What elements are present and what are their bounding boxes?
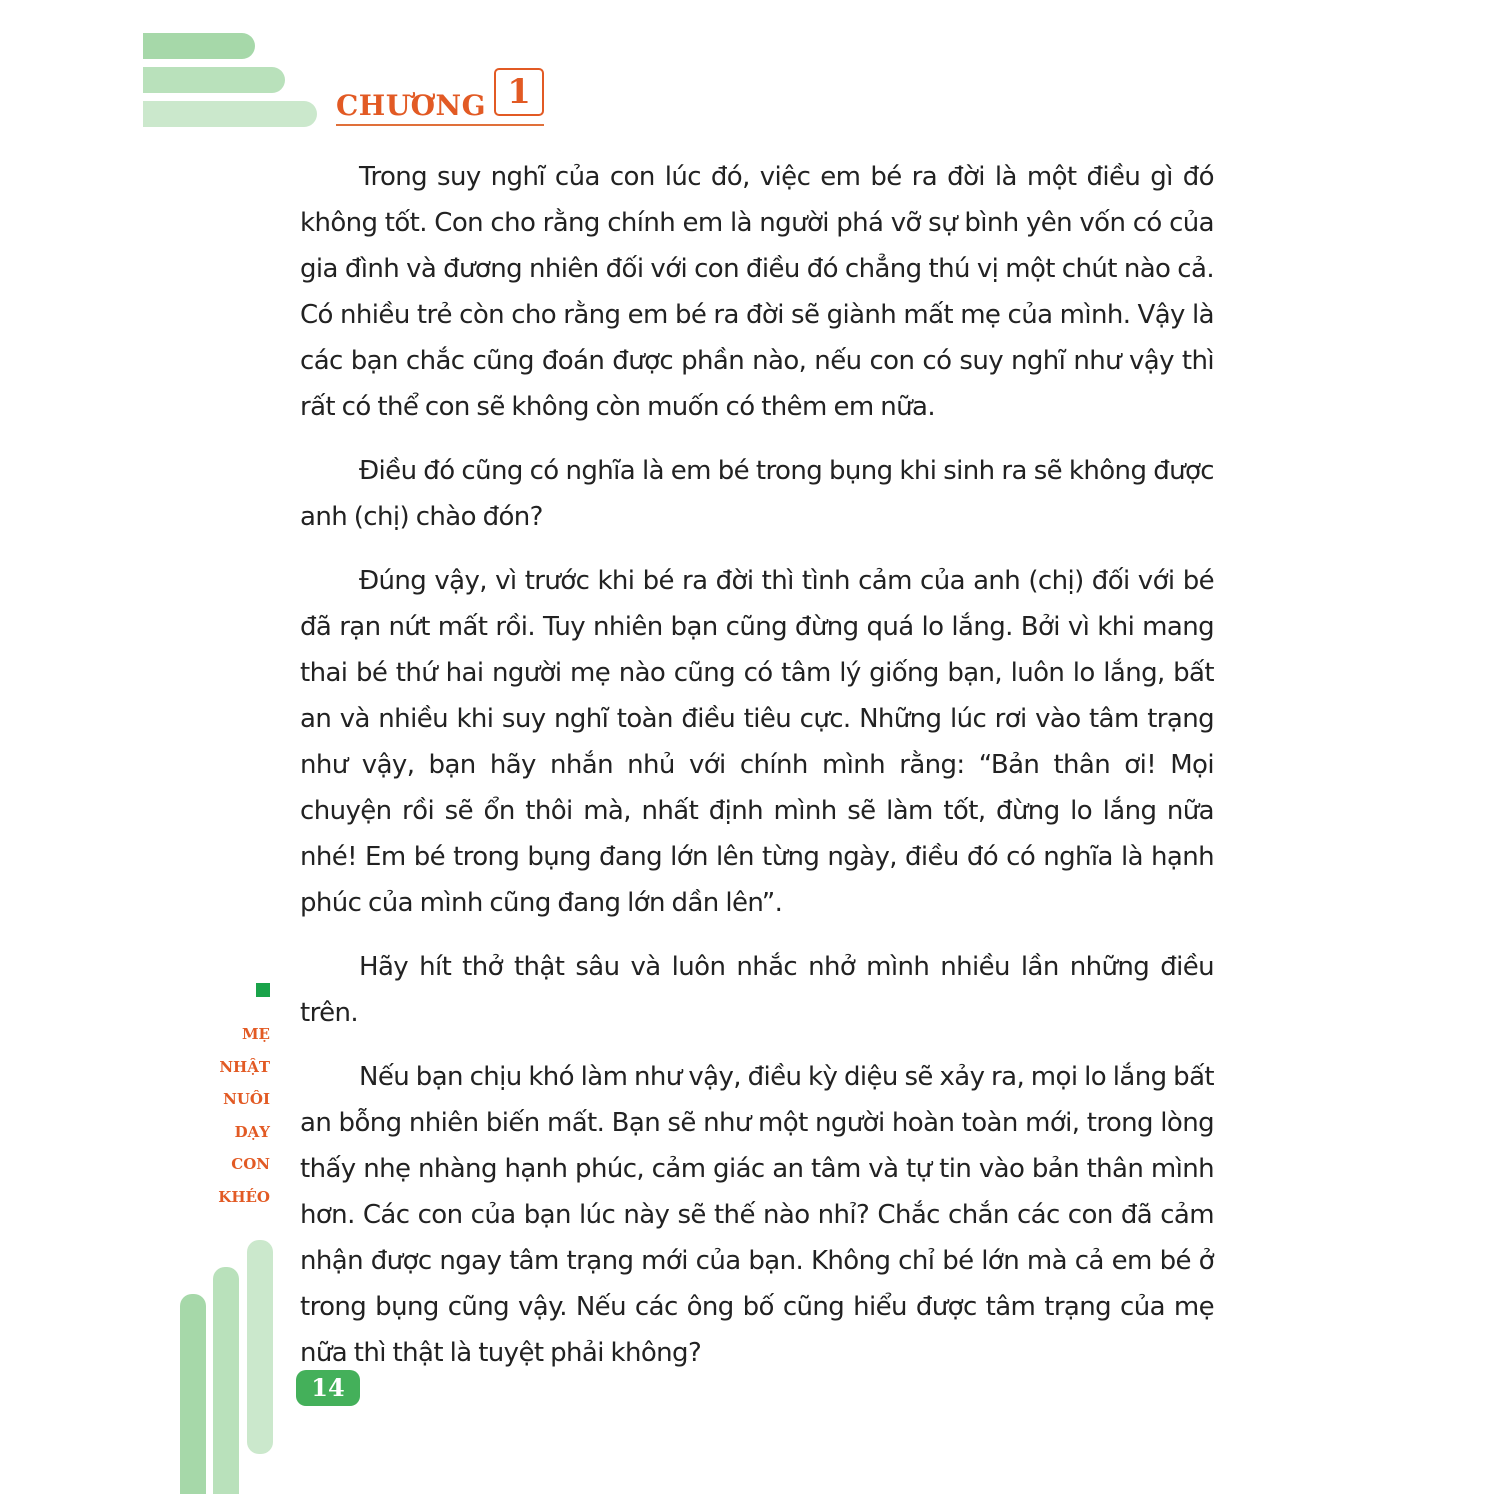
paragraph: Đúng vậy, vì trước khi bé ra đời thì tình cảm của anh (chị) đối với bé đã rạn nứt mất rồi. Tuy nhiên bạn cũng đừng quá lo lắng. Bởi vì khi mang thai bé thứ hai người mẹ nào cũng có tâm lý giống bạn, luôn lo lắng, bất an và nhiều khi suy nghĩ toàn điều tiêu cực. Những lúc rơi vào tâm trạng như vậy, bạn hãy nhắn nhủ với chính mình rằng: “Bản thân ơi! Mọi chuyện rồi sẽ ổn thôi mà, nhất định mình sẽ làm tốt, đừng lo lắng nữa nhé! Em bé trong bụng đang lớn lên từng ngày, điều đó có nghĩa là hạnh phúc của mình cũng đang lớn dần lên”. (300, 566, 1214, 918)
decor-bar-top-1 (143, 33, 255, 59)
paragraph: Điều đó cũng có nghĩa là em bé trong bụng khi sinh ra sẽ không được anh (chị) chào đón? (300, 456, 1214, 532)
page-number: 14 (296, 1370, 360, 1406)
book-title-word: DẠY (234, 1122, 270, 1141)
book-title-word: NUÔI (223, 1090, 270, 1109)
book-title-word: MẸ (241, 1025, 270, 1043)
paragraph: Nếu bạn chịu khó làm như vậy, điều kỳ diệu sẽ xảy ra, mọi lo lắng bất an bỗng nhiên biến mất. Bạn sẽ như một người hoàn toàn mới, trong lòng thấy nhẹ nhàng hạnh phúc, cảm giác an tâm và tự tin vào bản thân mình hơn. Các con của bạn lúc này sẽ thế nào nhỉ? Chắc chắn các con đã cảm nhận được ngay tâm trạng mới của bạn. Không chỉ bé lớn mà cả em bé ở trong bụng cũng vậy. Nếu các ông bố cũng hiểu được tâm trạng của mẹ nữa thì thật là tuyệt phải không? (300, 1062, 1214, 1368)
book-title-vertical (200, 1020, 270, 1216)
chapter-word: CHƯƠNG (336, 89, 487, 122)
side-marker-square (256, 983, 270, 997)
book-title-word: KHÉO (218, 1187, 270, 1206)
decor-bar-top-3 (143, 101, 317, 127)
book-title-word: CON (231, 1155, 270, 1174)
book-title-word: NHẬT (219, 1057, 270, 1076)
body-text (300, 154, 1214, 1394)
decor-bar-vertical-3 (247, 1240, 273, 1454)
chapter-heading (336, 66, 544, 126)
paragraph: Trong suy nghĩ của con lúc đó, việc em bé ra đời là một điều gì đó không tốt. Con cho rằng chính em là người phá vỡ sự bình yên vốn có của gia đình và đương nhiên đối với con điều đó chẳng thú vị một chút nào cả. Có nhiều trẻ còn cho rằng em bé ra đời sẽ giành mất mẹ của mình. Vậy là các bạn chắc cũng đoán được phần nào, nếu con có suy nghĩ như vậy thì rất có thể con sẽ không còn muốn có thêm em nữa. (300, 162, 1214, 422)
paragraph: Hãy hít thở thật sâu và luôn nhắc nhở mình nhiều lần những điều trên. (300, 952, 1214, 1028)
decor-bar-vertical-2 (213, 1267, 239, 1494)
decor-bar-top-2 (143, 67, 285, 93)
decor-bar-vertical-1 (180, 1294, 206, 1494)
chapter-number: 1 (494, 68, 544, 116)
